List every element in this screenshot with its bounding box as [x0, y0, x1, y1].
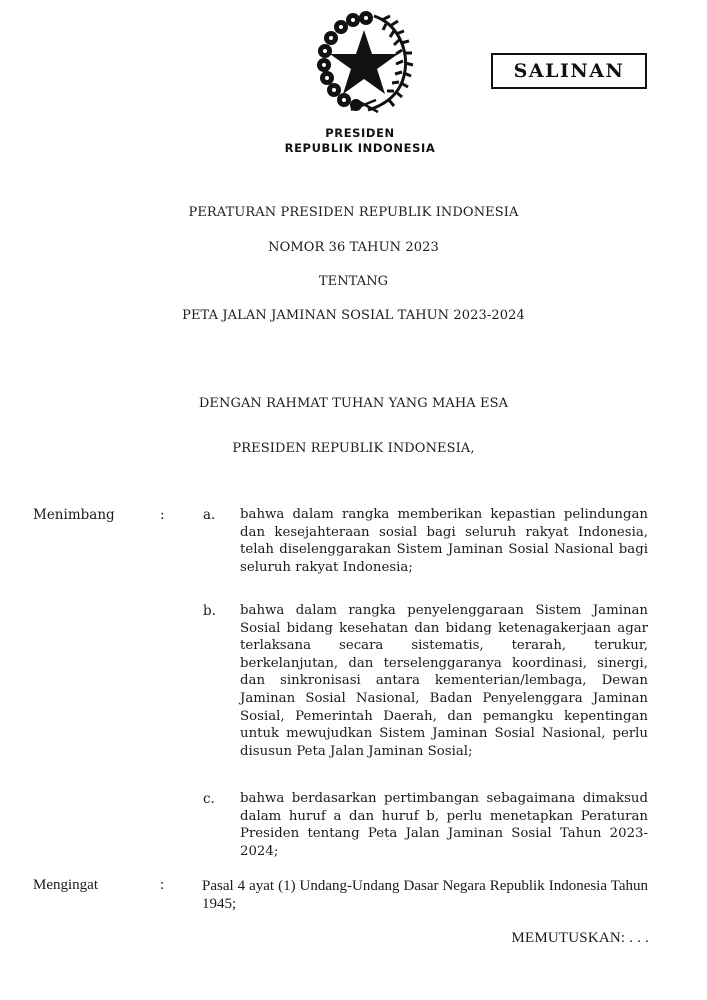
issuer-line-republik: REPUBLIK INDONESIA: [284, 141, 436, 155]
mengingat-colon: :: [160, 877, 165, 893]
preamble-invocation: DENGAN RAHMAT TUHAN YANG MAHA ESA: [198, 396, 509, 411]
salinan-stamp: [491, 53, 647, 89]
regulation-type: PERATURAN PRESIDEN REPUBLIK INDONESIA: [188, 205, 519, 220]
menimbang-item-a: bahwa dalam rangka memberikan kepastian pelindungan dan kesejahteraan sosial bagi seluruh rakyat Indonesia, telah diselenggarakan Sistem Jaminan Sosial Nasional bagi seluruh rakyat Indonesia;: [240, 507, 648, 575]
presidential-seal-icon: [306, 6, 416, 116]
menimbang-item-c: bahwa berdasarkan pertimbangan sebagaimana dimaksud dalam huruf a dan huruf b, perlu menetapkan Peraturan Presiden tentang Peta Jalan Jaminan Sosial Tahun 2023-2024;: [240, 791, 648, 859]
regulation-number: NOMOR 36 TAHUN 2023: [268, 240, 439, 255]
item-marker-b: b.: [203, 603, 216, 619]
mengingat-label: Mengingat: [33, 877, 98, 893]
issuer-heading: [250, 126, 470, 156]
item-marker-a: a.: [203, 507, 216, 523]
memutuskan-continuation: MEMUTUSKAN: . . .: [511, 930, 649, 946]
issuer-line-presiden: PRESIDEN: [325, 126, 395, 140]
regulation-subject: PETA JALAN JAMINAN SOSIAL TAHUN 2023-2024: [182, 308, 525, 323]
menimbang-label: Menimbang: [33, 507, 115, 523]
regulation-tentang: TENTANG: [318, 274, 389, 289]
menimbang-colon: :: [160, 507, 165, 523]
menimbang-item-b: bahwa dalam rangka penyelenggaraan Sistem Jaminan Sosial bidang kesehatan dan bidang ketenagakerjaan agar terlaksana secara sistematis, terarah, terukur, berkelanjutan, dan terselenggaranya koordinasi, sinergi, dan sinkronisasi antara kementerian/lembaga, Dewan Jaminan Sosial Nasional, Badan Penyelenggara Jaminan Sosial, Pemerintah Daerah, dan pemangku kepentingan untuk mewujudkan Sistem Jaminan Sosial Nasional, perlu disusun Peta Jalan Jaminan Sosial;: [240, 603, 648, 759]
mengingat-text: Pasal 4 ayat (1) Undang-Undang Dasar Negara Republik Indonesia Tahun 1945;: [202, 878, 648, 912]
stamp-label: SALINAN: [513, 60, 625, 82]
item-marker-c: c.: [203, 791, 215, 807]
preamble-issuer: PRESIDEN REPUBLIK INDONESIA,: [232, 441, 475, 456]
